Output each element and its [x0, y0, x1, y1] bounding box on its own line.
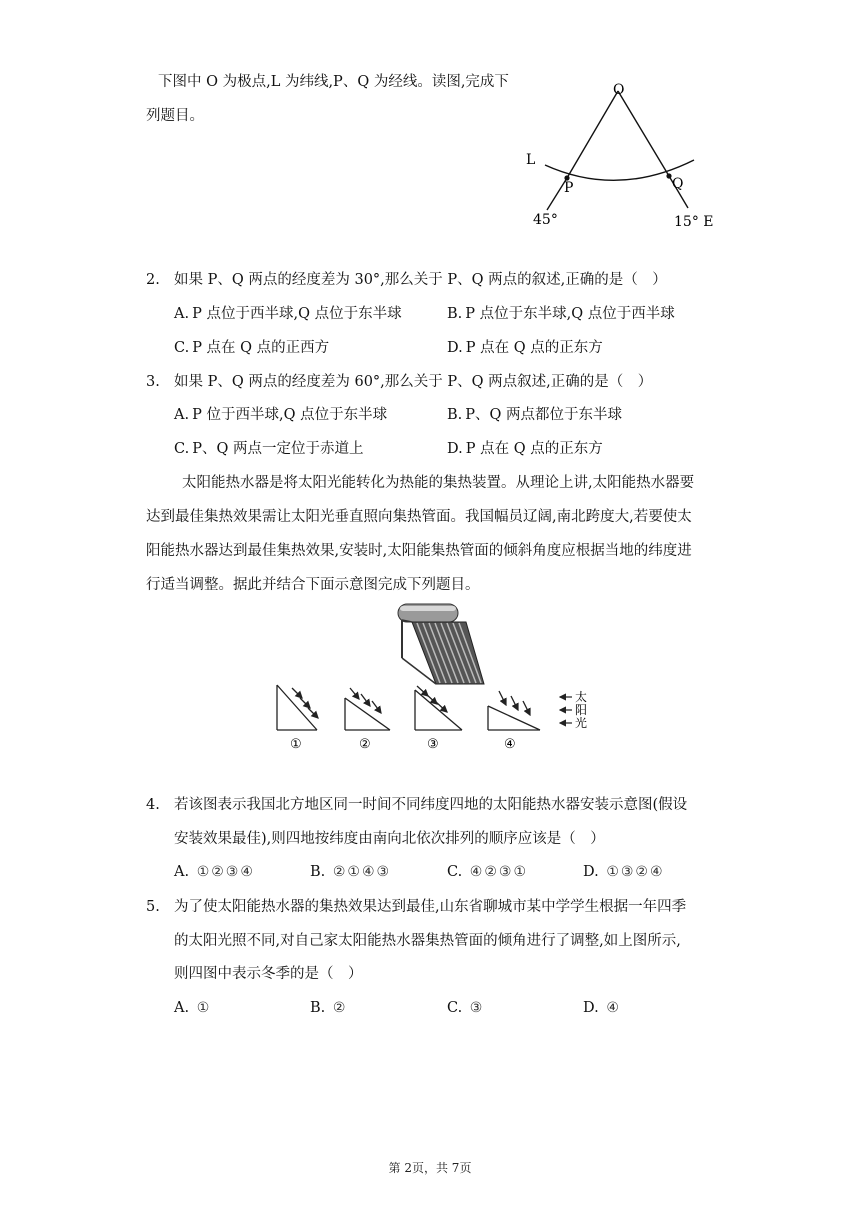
q2-option-a[interactable]: A. P 点位于西半球,Q 点位于东半球 [174, 306, 402, 322]
q2-stem: 如果 P、Q 两点的经度差为 30°,那么关于 P、Q 两点的叙述,正确的是（ ） [174, 272, 667, 288]
label-p: P [564, 180, 574, 196]
q5-stem-2: 的太阳光照不同,对自己家太阳能热水器集热管面的倾角进行了调整,如上图所示, [174, 933, 681, 949]
label-45: 45° [533, 212, 558, 228]
figure-label-1: ① [290, 737, 302, 752]
intro-line-2: 列题目。 [146, 108, 204, 124]
q4-option-b[interactable]: B. ②①④③ [310, 864, 392, 880]
q3-option-b[interactable]: B. P、Q 两点都位于东半球 [447, 407, 623, 423]
passage-line-1: 太阳能热水器是将太阳光能转化为热能的集热装置。从理论上讲,太阳能热水器要 [182, 475, 695, 491]
sunlight-legend [560, 697, 572, 723]
q5-stem-1: 为了使太阳能热水器的集热效果达到最佳,山东省聊城市某中学学生根据一年四季 [174, 899, 687, 915]
angle-figure-4 [488, 691, 540, 730]
q5-option-b[interactable]: B. ② [310, 1000, 348, 1016]
label-q: Q [672, 176, 684, 192]
label-l: L [526, 152, 536, 168]
label-15e: 15° E [674, 214, 714, 230]
q2-option-d[interactable]: D. P 点在 Q 点的正东方 [447, 340, 603, 356]
meridian-q-line [618, 91, 669, 176]
q5-number: 5. [146, 899, 160, 915]
q5-option-a[interactable]: A. ① [174, 1000, 212, 1016]
q3-number: 3. [146, 374, 160, 390]
q4-stem-1: 若该图表示我国北方地区同一时间不同纬度四地的太阳能热水器安装示意图(假设 [174, 797, 688, 813]
q4-option-a[interactable]: A. ①②③④ [174, 864, 255, 880]
passage-line-4: 行适当调整。据此并结合下面示意图完成下列题目。 [146, 577, 480, 593]
q4-option-c[interactable]: C. ④②③① [447, 864, 528, 880]
figure-label-4: ④ [504, 737, 516, 752]
q3-option-d[interactable]: D. P 点在 Q 点的正东方 [447, 441, 603, 457]
q3-option-a[interactable]: A. P 位于西半球,Q 点位于东半球 [174, 407, 388, 423]
angle-figure-2 [345, 688, 390, 730]
q2-number: 2. [146, 272, 160, 288]
angle-figure-3 [415, 686, 462, 730]
q5-option-c[interactable]: C. ③ [447, 1000, 485, 1016]
q4-stem-2: 安装效果最佳),则四地按纬度由南向北依次排列的顺序应该是（ ） [174, 831, 605, 847]
point-q [666, 173, 671, 178]
q5-option-d[interactable]: D. ④ [583, 1000, 621, 1016]
meridian-p-line [567, 91, 618, 178]
q2-option-c[interactable]: C. P 点在 Q 点的正西方 [174, 340, 330, 356]
q3-stem: 如果 P、Q 两点的经度差为 60°,那么关于 P、Q 两点叙述,正确的是（ ） [174, 374, 653, 390]
angle-figure-1 [277, 685, 318, 730]
label-o: O [613, 82, 625, 98]
passage-line-3: 阳能热水器达到最佳集热效果,安装时,太阳能集热管面的倾斜角度应根据当地的纬度进 [146, 543, 692, 559]
sun-label-3: 光 [575, 716, 588, 730]
q4-option-d[interactable]: D. ①③②④ [583, 864, 665, 880]
q2-option-b[interactable]: B. P 点位于东半球,Q 点位于西半球 [447, 306, 675, 322]
q3-option-c[interactable]: C. P、Q 两点一定位于赤道上 [174, 441, 364, 457]
meridian-diagram [520, 80, 720, 230]
sun-label-1: 太 [575, 690, 588, 704]
page-footer: 第 2页，共 7页 [388, 1161, 472, 1175]
figure-label-3: ③ [427, 737, 439, 752]
q5-stem-3: 则四图中表示冬季的是（ ） [174, 966, 363, 982]
intro-line-1: 下图中 O 为极点,L 为纬线,P、Q 为经线。读图,完成下 [158, 74, 509, 90]
figure-label-2: ② [359, 737, 371, 752]
solar-heater-picture [398, 604, 484, 684]
q4-number: 4. [146, 797, 160, 813]
solar-heater-diagram [270, 598, 600, 756]
sun-label-2: 阳 [575, 703, 588, 717]
passage-line-2: 达到最佳集热效果需让太阳光垂直照向集热管面。我国幅员辽阔,南北跨度大,若要使太 [146, 509, 692, 525]
